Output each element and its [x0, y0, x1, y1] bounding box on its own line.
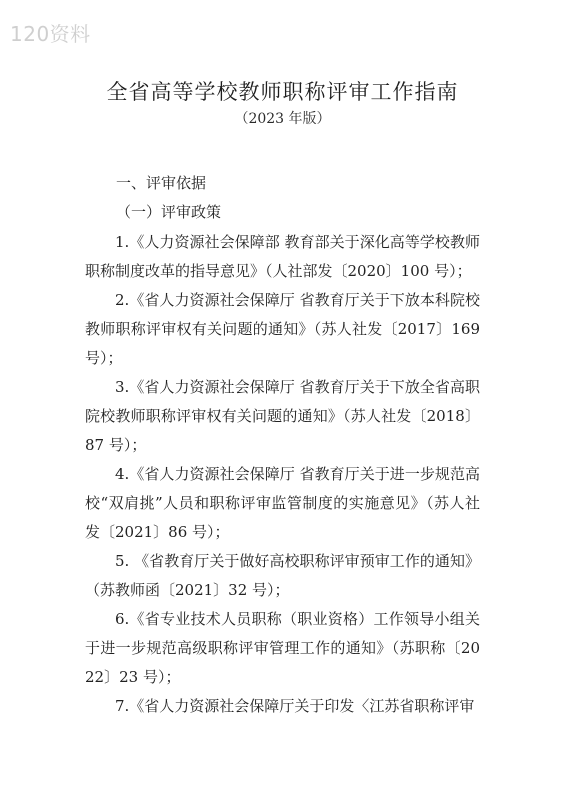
- policy-item-7: 7.《省人力资源社会保障厅关于印发〈江苏省职称评审: [115, 697, 475, 715]
- policy-item-3: 3.《省人力资源社会保障厅 省教育厅关于下放全省高职院校教师职称评审权有关问题的通知》（苏人社发〔2018〕87 号）；: [85, 378, 480, 454]
- subsection-heading: （一）评审政策: [116, 203, 222, 221]
- policy-item-4: 4.《省人力资源社会保障厅 省教育厅关于进一步规范高校“双肩挑”人员和职称评审监管制度的实施意见》（苏人社发〔2021〕86 号）；: [85, 465, 480, 541]
- section-heading: 一、评审依据: [116, 174, 207, 192]
- policy-item-5: 5. 《省教育厅关于做好高校职称评审预审工作的通知》（苏教师函〔2021〕32 号）；: [85, 552, 480, 599]
- document-title: 全省高等学校教师职称评审工作指南: [106, 80, 459, 104]
- policy-item-2: 2.《省人力资源社会保障厅 省教育厅关于下放本科院校教师职称评审权有关问题的通知》（苏人社发〔2017〕169 号）；: [85, 291, 480, 367]
- policy-list: [0, 228, 565, 721]
- policy-item-1: 1.《人力资源社会保障部 教育部关于深化高等学校教师职称制度改革的指导意见》（人社部发〔2020〕100 号）；: [85, 233, 480, 280]
- watermark: 120资料: [10, 22, 91, 46]
- policy-item-6: 6.《省专业技术人员职称（职业资格）工作领导小组关于进一步规范高级职称评审管理工作的通知》（苏职称〔2022〕23 号）；: [85, 610, 480, 686]
- document-subtitle: （2023 年版）: [234, 111, 331, 127]
